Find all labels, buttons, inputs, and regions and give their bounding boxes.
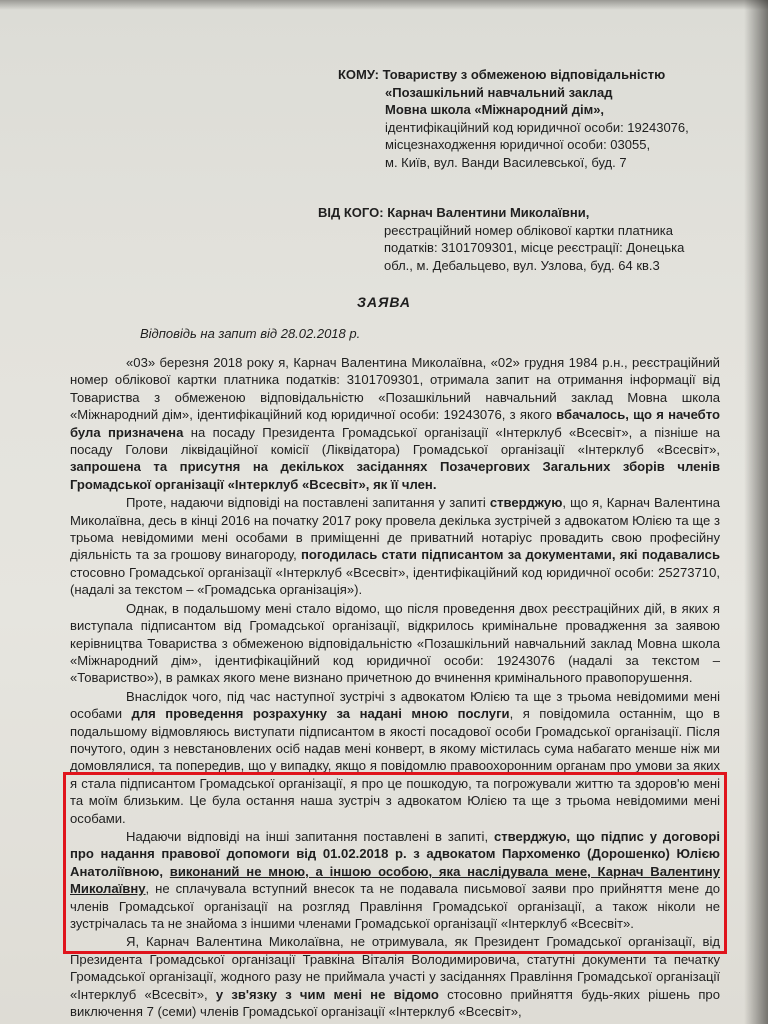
p5-text-b: , не сплачувала вступний внесок та не подавала письмової заяви про прийняття мене до членів Громадської організації на розгляд Правління Громадської організації, а також ніколи не зустрічалась та не знайома з іншими членами Громадської організації «Інтерклуб «Всесвіт». [70,881,720,931]
sender-name: Карнач Валентини Миколаївни, [387,205,590,220]
red-highlight-frame [63,772,727,954]
p2-bold-a: стверджую [489,495,563,511]
recipient-org-line2: «Позашкільний навчальний заклад [385,84,613,100]
reply-reference: Відповідь на запит від 28.02.2018 р. [140,326,361,341]
paragraph-1 [70,354,720,493]
sender-label: ВІД КОГО: [318,205,384,220]
sender-line2: податків: 3101709301, місце реєстрації: Донецька [384,240,685,255]
p2-bold-b: погодилась стати підписантом за документами, які подавались [300,547,720,563]
p4-bold: для проведення розрахунку за надані мною послуги [131,706,510,722]
recipient-org-line1: Товариству з обмеженою відповідальністю [382,67,666,82]
p1-text-b: на посаду Президента Громадської організації «Інтерклуб «Всесвіт», а пізніше на посаду Голови ліквідаційної комісії (Ліквідатора) Громадської організації «Інтерклуб «Всесвіт», [70,424,720,458]
p2-text-b: , що я, Карнач Валентина Миколаївна, десь в кінці 2016 на початку 2017 року провела декілька зустрічей з адвокатом Юлією та ще з трьома невідомими мені особами в приміщенні де приватний нотаріус провадить свою професійну діяльність та за грошову винагороду, [70,495,720,563]
recipient-address: м. Київ, вул. Ванди Василевської, буд. 7 [385,154,627,170]
recipient-org-line3: Мовна школа «Міжнародний дім», [385,102,605,117]
sender-block [318,204,728,274]
p4-text-b: , я повідомила останнім, що в подальшому відмовляюсь виступати підписантом в якості посадової особи Громадської організації. Після почутого, один з невстановлених осіб надав мені конверт, в якому містилась сума набагато менше ніж ми домовлялися, та попередив, що у випадку, якщо я повідомлю правоохоронним органам про умови за яких я стала підписантом Громадської організації, я про це пошкодую, та погрожували життю та здоров'ю мені та моїм близьким. Це була остання наша зустріч з адвокатом Юлією та ще з трьома невідомими мені особами. [70,706,720,826]
p1-text-a: «03» березня 2018 року я, Карнач Валентина Миколаївна, «02» грудня 1984 р.н., реєстраційний номер облікової картки платника податків: 3101709301, отримала запит на отримання інформації від Товариства з обмеженою відповідальністю «Позашкільний навчальний заклад Мовна школа «Міжнародний дім», ідентифікаційний код юридичної особи: 19243076, з якого [70,355,720,423]
paragraph-3: Однак, в подальшому мені стало відомо, що після проведення двох реєстраційних дій, в яких я виступала підписантом від Громадської організації, відкрилось кримінальне провадження за заявою керівництва Товариства з обмеженою відповідальністю «Позашкільний навчальний заклад Мовна школа «Міжнародний дім», ідентифікаційний код юридичної особи: 19243076 (надалі за текстом – «Товариство»), в рамках якого мене визнано причетною до вчинення кримінального правопорушення. [70,600,720,686]
p5-bold-underlined: виконаний не мною, а іншою особою, яка наслідувала мене, Карнач Валентину Миколаївну [70,863,720,897]
sender-line1: реєстраційний номер облікової картки платника [384,222,674,238]
page-edge-shadow [744,0,768,1024]
recipient-label: КОМУ: [338,67,379,82]
p1-bold-b: запрошена та присутня на декількох засіданнях Позачергових Загальних зборів членів Громадської організації «Інтерклуб «Всесвіт», як її член. [70,459,720,492]
p1-bold-a: вбачалось, що я начебто була призначена [70,407,720,440]
recipient-location: місцезнаходження юридичної особи: 03055, [385,137,651,152]
p4-text-a: Внаслідок чого, під час наступної зустрічі з адвокатом Юлією та ще з трьома невідомими мені особами [70,688,720,722]
paragraph-2 [70,494,720,598]
p6-text-b: стосовно прийняття будь-яких рішень про виключення 7 (семи) членів Громадської організації «Інтерклуб «Всесвіт», [70,986,720,1020]
p6-bold: у зв'язку з чим мені не відомо [215,986,439,1002]
p6-text-a: Я, Карнач Валентина Миколаївна, не отримувала, як Президент Громадської організації, від Президента Громадської організації Травкіна Віталія Володимировича, статутні документи та печатку Громадської організації, жодного разу не приймала участі у засіданнях Правління Громадської організації «Інтерклуб «Всесвіт», [70,934,720,1002]
recipient-block [338,66,718,171]
p5-text-a: Надаючи відповіді на інші запитання поставлені в запиті, [126,828,494,844]
p2-text-c: стосовно Громадської організації «Інтерклуб «Всесвіт», ідентифікаційний код юридичної особи: 25273710, (надалі за текстом – «Громадська організація»). [70,564,720,598]
sender-line3: обл., м. Дебальцево, вул. Узлова, буд. 64 кв.3 [384,257,660,273]
p5-bold: стверджую, що підпис у договорі про надання правової допомоги від 01.02.2018 р. з адвокатом Пархоменко (Дорошенко) Юлією Анатоліївною, [70,828,720,879]
recipient-code: ідентифікаційний код юридичної особи: 19243076, [385,119,689,135]
page-top-shadow [0,0,768,10]
p2-text-a: Проте, надаючи відповіді на поставлені запитання у запиті [126,495,490,511]
document-title: ЗАЯВА [357,294,411,310]
